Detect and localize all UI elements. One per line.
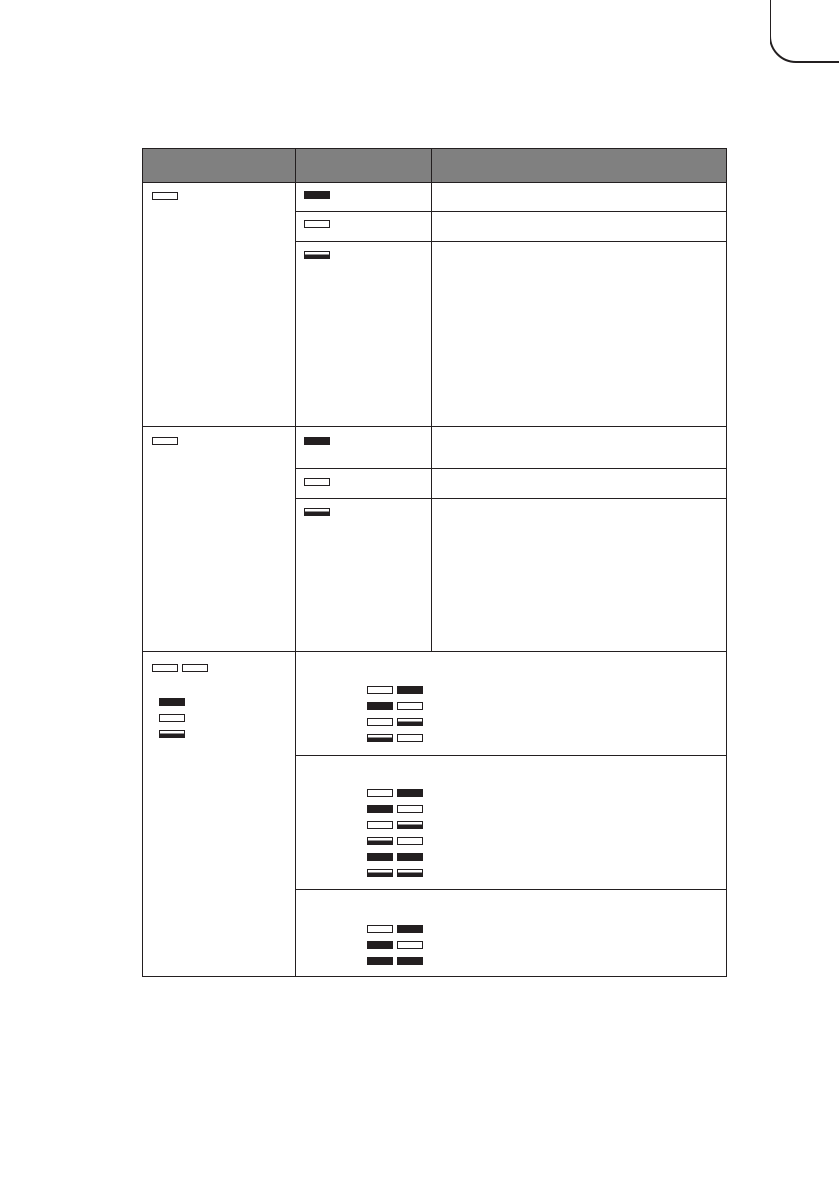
row-rule bbox=[295, 468, 727, 469]
indicator-blinking bbox=[367, 734, 393, 742]
section-rule bbox=[142, 651, 727, 652]
row-rule bbox=[295, 889, 727, 890]
indicator-off bbox=[304, 478, 330, 486]
page-corner-mark bbox=[770, 0, 839, 66]
column-divider-2 bbox=[431, 148, 432, 652]
indicator-off bbox=[367, 821, 393, 829]
indicator-on bbox=[397, 957, 423, 965]
indicator-on bbox=[304, 191, 330, 199]
indicator-off bbox=[304, 220, 330, 228]
row-rule bbox=[295, 211, 727, 212]
indicator-off bbox=[367, 789, 393, 797]
row-rule bbox=[295, 241, 727, 242]
indicator-on bbox=[367, 805, 393, 813]
indicator-on bbox=[397, 686, 423, 694]
table-border-left bbox=[142, 148, 143, 977]
indicator-on bbox=[397, 789, 423, 797]
indicator-off bbox=[397, 734, 423, 742]
legend-indicator-off bbox=[159, 714, 185, 722]
indicator-off bbox=[397, 941, 423, 949]
indicator-off bbox=[152, 192, 178, 200]
indicator-off bbox=[367, 686, 393, 694]
indicator-on bbox=[397, 925, 423, 933]
indicator-off bbox=[367, 718, 393, 726]
table-border-bottom bbox=[142, 976, 727, 977]
indicator-blinking bbox=[304, 508, 330, 516]
indicator-off bbox=[397, 805, 423, 813]
legend-indicator-on bbox=[159, 698, 185, 706]
header-rule bbox=[142, 182, 727, 183]
indicator-blinking bbox=[397, 718, 423, 726]
indicator-off bbox=[182, 664, 208, 672]
section-rule bbox=[142, 426, 727, 427]
indicator-on bbox=[367, 853, 393, 861]
table-header-row bbox=[143, 148, 726, 183]
row-rule bbox=[295, 498, 727, 499]
column-divider-1 bbox=[295, 148, 296, 977]
row-rule bbox=[295, 755, 727, 756]
indicator-on bbox=[367, 957, 393, 965]
indicator-blinking bbox=[397, 869, 423, 877]
indicator-on bbox=[397, 853, 423, 861]
indicator-on bbox=[367, 702, 393, 710]
indicator-off bbox=[397, 702, 423, 710]
indicator-off bbox=[152, 664, 178, 672]
indicator-off bbox=[367, 925, 393, 933]
indicator-blinking bbox=[397, 821, 423, 829]
indicator-blinking bbox=[304, 251, 330, 259]
indicator-off bbox=[152, 437, 178, 445]
legend-indicator-blinking bbox=[159, 730, 185, 738]
indicator-blinking bbox=[367, 837, 393, 845]
indicator-on bbox=[367, 941, 393, 949]
indicator-on bbox=[304, 437, 330, 445]
indicator-blinking bbox=[367, 869, 393, 877]
table-border-top bbox=[142, 148, 727, 149]
table-border-right bbox=[726, 148, 727, 977]
indicator-off bbox=[397, 837, 423, 845]
